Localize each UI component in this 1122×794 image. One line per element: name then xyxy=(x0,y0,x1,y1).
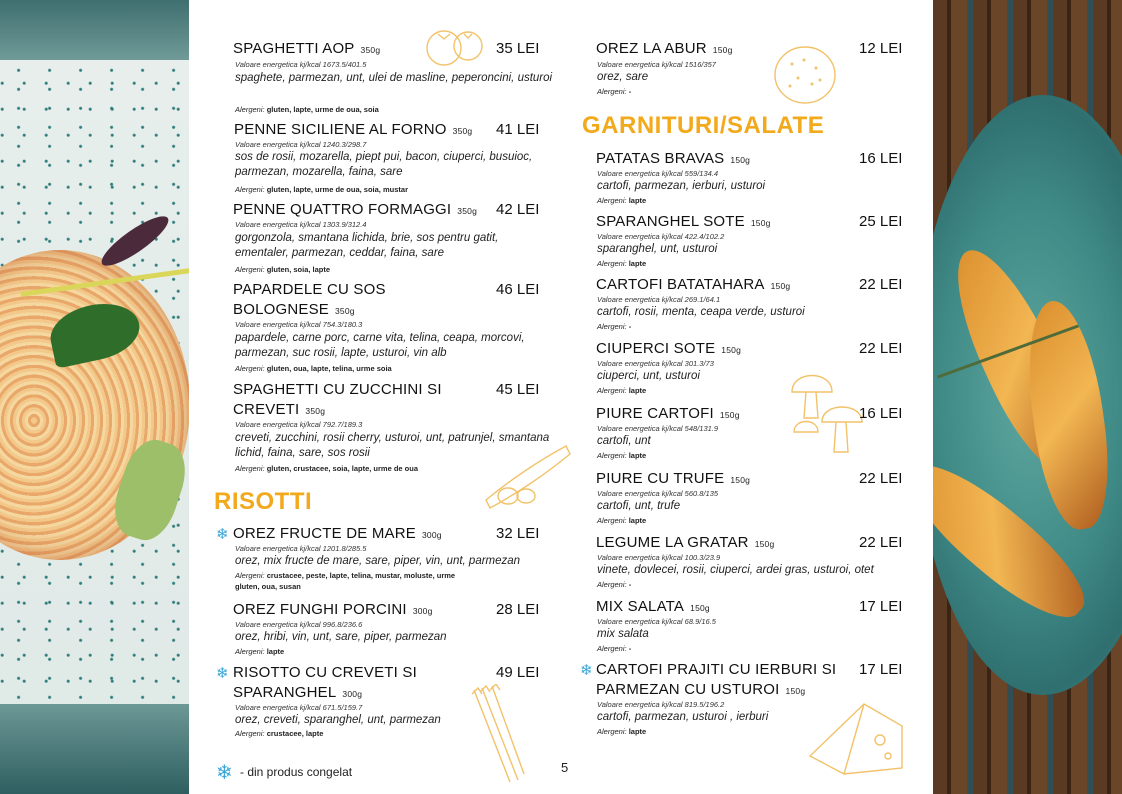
menu-item-name: CIUPERCI SOTE 150g xyxy=(596,340,742,357)
energy-value: Valoare energetica kj/kcal 671.5/159.7 xyxy=(235,703,363,712)
menu-item-name: CARTOFI PRAJITI CU IERBURI SI xyxy=(596,661,837,678)
item-weight: 150g xyxy=(730,475,751,485)
energy-value: Valoare energetica kj/kcal 996.8/236.6 xyxy=(235,620,363,629)
item-price: 28 LEI xyxy=(496,601,540,618)
allergens: Alergeni: lapte xyxy=(597,196,647,205)
snowflake-icon: ❄ xyxy=(216,665,229,682)
allergens: Alergeni: - xyxy=(597,322,632,331)
menu-item-name: PENNE SICILIENE AL FORNO 350g xyxy=(234,121,473,138)
item-weight: 150g xyxy=(721,345,742,355)
menu-item-name: PAPARDELE CU SOS xyxy=(233,281,386,298)
item-price: 45 LEI xyxy=(496,381,540,398)
menu-item-name: OREZ FRUCTE DE MARE 300g xyxy=(233,525,442,542)
item-price: 22 LEI xyxy=(859,276,903,293)
snowflake-icon: ❄ xyxy=(216,762,233,784)
item-weight: 150g xyxy=(690,603,710,613)
item-weight: 300g xyxy=(342,689,363,699)
energy-value: Valoare energetica kj/kcal 301.3/73 xyxy=(597,359,714,368)
item-weight: 150g xyxy=(770,281,791,291)
rice-doodle-icon xyxy=(772,44,838,106)
section-title-garnituri: GARNITURI/SALATE xyxy=(582,112,825,139)
energy-value: Valoare energetica kj/kcal 819.5/196.2 xyxy=(597,700,725,709)
pasta-photo xyxy=(0,0,189,794)
menu-item-name: SPAGHETTI AOP 350g xyxy=(233,40,381,57)
menu-item-name: MIX SALATA 150g xyxy=(596,598,710,615)
item-weight: 150g xyxy=(754,539,775,549)
page-number: 5 xyxy=(561,760,569,775)
cheese-doodle-icon xyxy=(804,696,908,778)
allergens: Alergeni: - xyxy=(597,580,632,589)
allergens: Alergeni: gluten, oua, lapte, telina, urme soia xyxy=(235,364,392,373)
frozen-legend: - din produs congelat xyxy=(240,765,353,779)
ingredients: papardele, carne porc, carne vita, telina, ceapa, morcovi, parmezan, suc rosii, lapte, usturoi, vin alb xyxy=(235,332,525,359)
ingredients: sos de rosii, mozarella, piept pui, bacon, ciuperci, busuioc, parmezan, mozarella, faina, sare xyxy=(235,151,533,178)
menu-item-name: OREZ LA ABUR 150g xyxy=(596,40,733,57)
energy-value: Valoare energetica kj/kcal 548/131.9 xyxy=(597,424,719,433)
energy-value: Valoare energetica kj/kcal 754.3/180.3 xyxy=(235,320,363,329)
ingredients: sparanghel, unt, usturoi xyxy=(597,243,718,255)
potato-wedges-photo xyxy=(933,0,1122,794)
item-price: 42 LEI xyxy=(496,201,540,218)
ingredients: cartofi, parmezan, usturoi , ierburi xyxy=(597,711,769,723)
item-price: 17 LEI xyxy=(859,598,903,615)
tomato-doodle-icon xyxy=(420,26,486,68)
item-price: 41 LEI xyxy=(496,121,540,138)
ingredients: mix salata xyxy=(597,628,649,640)
menu-item-name: LEGUME LA GRATAR 150g xyxy=(596,534,775,551)
item-price: 12 LEI xyxy=(859,40,903,57)
item-weight: 150g xyxy=(719,410,740,420)
allergens: Alergeni: gluten, lapte, urme de oua, soia xyxy=(235,105,379,114)
energy-value: Valoare energetica kj/kcal 1516/357 xyxy=(597,60,716,69)
item-weight: 350g xyxy=(305,406,326,416)
item-price: 22 LEI xyxy=(859,534,903,551)
asparagus-doodle-icon xyxy=(466,684,532,788)
item-weight: 350g xyxy=(457,206,478,216)
allergens: Alergeni: lapte xyxy=(597,386,647,395)
allergens: Alergeni: gluten, crustacee, soia, lapte, urme de oua xyxy=(235,464,418,473)
item-price: 22 LEI xyxy=(859,340,903,357)
menu-item-name: PATATAS BRAVAS 150g xyxy=(596,150,751,167)
allergens: Alergeni: lapte xyxy=(597,259,647,268)
energy-value: Valoare energetica kj/kcal 559/134.4 xyxy=(597,169,719,178)
allergens: Alergeni: gluten, soia, lapte xyxy=(235,265,331,274)
allergens: Alergeni: gluten, lapte, urme de oua, soia, mustar xyxy=(235,185,408,194)
item-weight: 150g xyxy=(730,155,751,165)
ingredients: cartofi, parmezan, ierburi, usturoi xyxy=(597,180,766,192)
allergens-cont: gluten, oua, susan xyxy=(235,582,301,591)
item-price: 49 LEI xyxy=(496,664,540,681)
menu-item-name: PIURE CARTOFI 150g xyxy=(596,405,740,422)
energy-value: Valoare energetica kj/kcal 792.7/189.3 xyxy=(235,420,363,429)
item-weight: 350g xyxy=(452,126,473,136)
item-weight: 350g xyxy=(335,306,355,316)
item-weight: 350g xyxy=(360,45,381,55)
item-price: 25 LEI xyxy=(859,213,903,230)
ingredients: vinete, dovlecei, rosii, ciuperci, ardei gras, usturoi, otet xyxy=(597,564,874,576)
menu-item-name: PENNE QUATTRO FORMAGGI 350g xyxy=(233,201,478,218)
allergens: Alergeni: - xyxy=(597,87,632,96)
menu-item-name: RISOTTO CU CREVETI SI xyxy=(233,664,417,681)
menu-item-name-cont: SPARANGHEL 300g xyxy=(233,684,363,701)
ingredients: cartofi, unt, trufe xyxy=(597,500,681,512)
ingredients: ciuperci, unt, usturoi xyxy=(597,370,700,382)
energy-value: Valoare energetica kj/kcal 1201.8/285.5 xyxy=(235,544,367,553)
energy-value: Valoare energetica kj/kcal 1303.9/312.4 xyxy=(235,220,367,229)
ingredients: creveti, zucchini, rosii cherry, usturoi, unt, patrunjel, smantana lichid, faina, sare, sos rosii xyxy=(235,432,550,459)
allergens: Alergeni: - xyxy=(597,644,632,653)
allergens: Alergeni: crustacee, lapte xyxy=(235,729,324,738)
allergens: Alergeni: crustacee, peste, lapte, telina, mustar, moluste, urme xyxy=(235,571,456,580)
snowflake-icon: ❄ xyxy=(216,526,229,543)
item-price: 35 LEI xyxy=(496,40,540,57)
ingredients: cartofi, rosii, menta, ceapa verde, usturoi xyxy=(597,306,805,318)
item-price: 17 LEI xyxy=(859,661,903,678)
allergens: Alergeni: lapte xyxy=(597,516,647,525)
allergens: Alergeni: lapte xyxy=(235,647,285,656)
ingredients: orez, sare xyxy=(597,71,649,83)
energy-value: Valoare energetica kj/kcal 1673.5/401.5 xyxy=(235,60,367,69)
ingredients: cartofi, unt xyxy=(597,435,651,447)
ingredients: gorgonzola, smantana lichida, brie, sos pentru gatit, ementaler, parmezan, ceddar, faina, sare xyxy=(235,232,499,259)
item-weight: 150g xyxy=(785,686,806,696)
item-price: 16 LEI xyxy=(859,405,903,422)
menu-item-name: SPAGHETTI CU ZUCCHINI SI xyxy=(233,381,442,398)
menu-item-name-cont: BOLOGNESE 350g xyxy=(233,301,355,318)
item-weight: 150g xyxy=(712,45,733,55)
menu-item-name-cont: CREVETI 350g xyxy=(233,401,326,418)
energy-value: Valoare energetica kj/kcal 68.9/16.5 xyxy=(597,617,716,626)
allergens: Alergeni: lapte xyxy=(597,451,647,460)
item-weight: 300g xyxy=(412,606,433,616)
menu-item-name: CARTOFI BATATAHARA 150g xyxy=(596,276,791,293)
section-title-risotti: RISOTTI xyxy=(214,488,313,515)
allergens: Alergeni: lapte xyxy=(597,727,647,736)
ingredients: orez, hribi, vin, unt, sare, piper, parmezan xyxy=(235,631,447,643)
item-weight: 150g xyxy=(750,218,771,228)
item-price: 32 LEI xyxy=(496,525,540,542)
item-price: 16 LEI xyxy=(859,150,903,167)
snowflake-icon: ❄ xyxy=(580,662,593,679)
energy-value: Valoare energetica kj/kcal 269.1/64.1 xyxy=(597,295,721,304)
menu-item-name: OREZ FUNGHI PORCINI 300g xyxy=(233,601,433,618)
energy-value: Valoare energetica kj/kcal 1240.3/298.7 xyxy=(235,140,367,149)
energy-value: Valoare energetica kj/kcal 560.8/135 xyxy=(597,489,719,498)
energy-value: Valoare energetica kj/kcal 422.4/102.2 xyxy=(597,232,725,241)
ingredients: spaghete, parmezan, unt, ulei de masline, peperoncini, usturoi xyxy=(235,72,553,84)
ingredients: orez, mix fructe de mare, sare, piper, vin, unt, parmezan xyxy=(235,555,521,567)
item-price: 22 LEI xyxy=(859,470,903,487)
ingredients: orez, creveti, sparanghel, unt, parmezan xyxy=(235,714,441,726)
menu-item-name: SPARANGHEL SOTE 150g xyxy=(596,213,771,230)
item-weight: 300g xyxy=(421,530,442,540)
energy-value: Valoare energetica kj/kcal 100.3/23.9 xyxy=(597,553,721,562)
menu-item-name: PIURE CU TRUFE 150g xyxy=(596,470,751,487)
item-price: 46 LEI xyxy=(496,281,540,298)
menu-item-name-cont: PARMEZAN CU USTUROI 150g xyxy=(596,681,806,698)
